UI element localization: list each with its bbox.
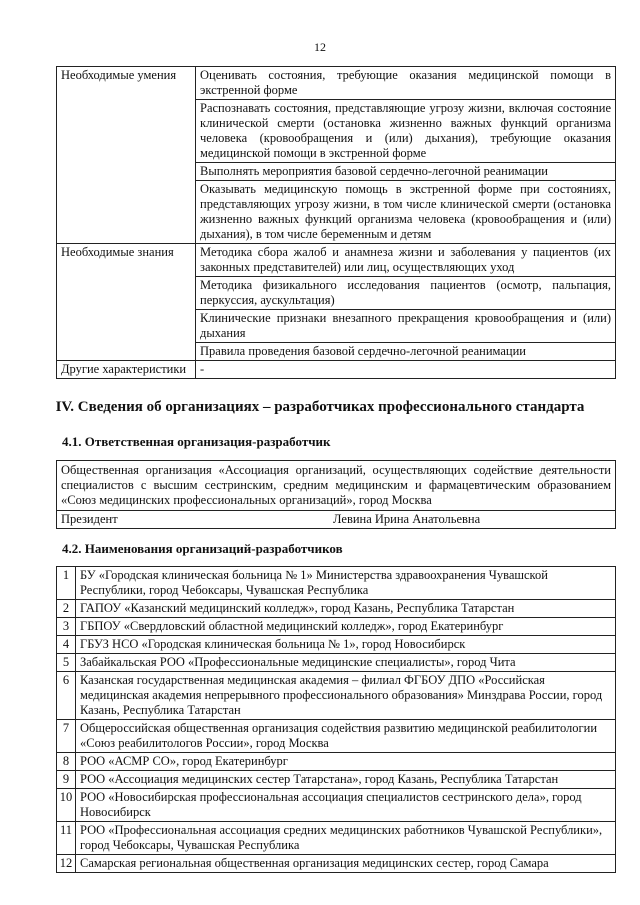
responsible-role: Президент — [61, 512, 118, 526]
table-cell: Правила проведения базовой сердечно-легочной реанимации — [196, 343, 616, 361]
row-number: 10 — [57, 789, 76, 822]
developer-orgs-heading: 4.2. Наименования организаций-разработчиков — [62, 541, 343, 556]
org-name: ГАПОУ «Казанский медицинский колледж», город Казань, Республика Татарстан — [76, 600, 616, 618]
page-number: 12 — [314, 40, 326, 54]
table-row — [57, 511, 616, 529]
responsible-person: Левина Ирина Анатольевна — [333, 512, 481, 526]
table-row — [57, 720, 616, 753]
row-number: 1 — [57, 567, 76, 600]
row-number: 11 — [57, 822, 76, 855]
table-row — [57, 855, 616, 873]
table-cell: Оказывать медицинскую помощь в экстренной форме при состояниях, представляющих угрозу жизни, в том числе клинической смерти (остановка жизненно важных функций организма человека (кровообращения и (или) дыхания), в том числе беременным и детям — [196, 181, 616, 244]
org-name: БУ «Городская клиническая больница № 1» Министерства здравоохранения Чувашской Республики, город Чебоксары, Чувашская Республика — [76, 567, 616, 600]
developer-orgs-table — [56, 566, 616, 873]
row-number: 4 — [57, 636, 76, 654]
org-name: ГБУЗ НСО «Городская клиническая больница № 1», город Новосибирск — [76, 636, 616, 654]
row-label: Другие характеристики — [57, 361, 196, 379]
org-name: Казанская государственная медицинская академия – филиал ФГБОУ ДПО «Российская медицинская академия непрерывного профессионального образования» Минздрава России, город Казань, Республика Татарстан — [76, 672, 616, 720]
org-name: Самарская региональная общественная организация медицинских сестер, город Самара — [76, 855, 616, 873]
table-row — [57, 567, 616, 600]
org-name: Общероссийская общественная организация содействия развитию медицинской реабилитологии «Союз реабилитологов России», город Москва — [76, 720, 616, 753]
row-label: Необходимые знания — [57, 244, 196, 361]
table-row — [57, 361, 616, 379]
table-row — [57, 67, 616, 100]
table-cell — [57, 511, 616, 529]
row-number: 12 — [57, 855, 76, 873]
table-row — [57, 771, 616, 789]
table-cell: - — [196, 361, 616, 379]
org-name: РОО «Новосибирская профессиональная ассоциация специалистов сестринского дела», город Новосибирск — [76, 789, 616, 822]
row-number: 6 — [57, 672, 76, 720]
table-row — [57, 600, 616, 618]
table-row — [57, 244, 616, 277]
table-cell: Методика сбора жалоб и анамнеза жизни и заболевания у пациентов (их законных представителей) или лиц, осуществляющих уход — [196, 244, 616, 277]
skills-table — [56, 66, 616, 379]
org-name: РОО «Ассоциация медицинских сестер Татарстана», город Казань, Республика Татарстан — [76, 771, 616, 789]
row-number: 7 — [57, 720, 76, 753]
responsible-org-name: Общественная организация «Ассоциация организаций, осуществляющих содействие деятельности специалистов с высшим сестринским, средним медицинским и фармацевтическим образованием «Союз медицинских профессиональных организаций», город Москва — [57, 461, 616, 511]
org-name: РОО «АСМР СО», город Екатеринбург — [76, 753, 616, 771]
row-number: 8 — [57, 753, 76, 771]
table-row — [57, 672, 616, 720]
row-label: Необходимые умения — [57, 67, 196, 244]
row-number: 5 — [57, 654, 76, 672]
section-heading: IV. Сведения об организациях – разработчиках профессионального стандарта — [55, 399, 585, 415]
table-row — [57, 461, 616, 511]
org-name: Забайкальская РОО «Профессиональные медицинские специалисты», город Чита — [76, 654, 616, 672]
row-number: 9 — [57, 771, 76, 789]
row-number: 2 — [57, 600, 76, 618]
table-row — [57, 753, 616, 771]
responsible-org-table — [56, 460, 616, 529]
table-row — [57, 789, 616, 822]
table-cell: Распознавать состояния, представляющие угрозу жизни, включая состояние клинической смерти (остановка жизненно важных функций организма человека (кровообращения и (или) дыхания), требующие оказания медицинской помощи в экстренной форме — [196, 100, 616, 163]
table-cell: Выполнять мероприятия базовой сердечно-легочной реанимации — [196, 163, 616, 181]
table-cell: Методика физикального исследования пациентов (осмотр, пальпация, перкуссия, аускультация) — [196, 277, 616, 310]
row-number: 3 — [57, 618, 76, 636]
table-row — [57, 636, 616, 654]
table-row — [57, 654, 616, 672]
responsible-org-heading: 4.1. Ответственная организация-разработчик — [62, 434, 331, 449]
table-cell: Клинические признаки внезапного прекращения кровообращения и (или) дыхания — [196, 310, 616, 343]
org-name: РОО «Профессиональная ассоциация средних медицинских работников Чувашской Республики», город Чебоксары, Чувашская Республика — [76, 822, 616, 855]
org-name: ГБПОУ «Свердловский областной медицинский колледж», город Екатеринбург — [76, 618, 616, 636]
table-row — [57, 618, 616, 636]
table-cell: Оценивать состояния, требующие оказания медицинской помощи в экстренной форме — [196, 67, 616, 100]
table-row — [57, 822, 616, 855]
